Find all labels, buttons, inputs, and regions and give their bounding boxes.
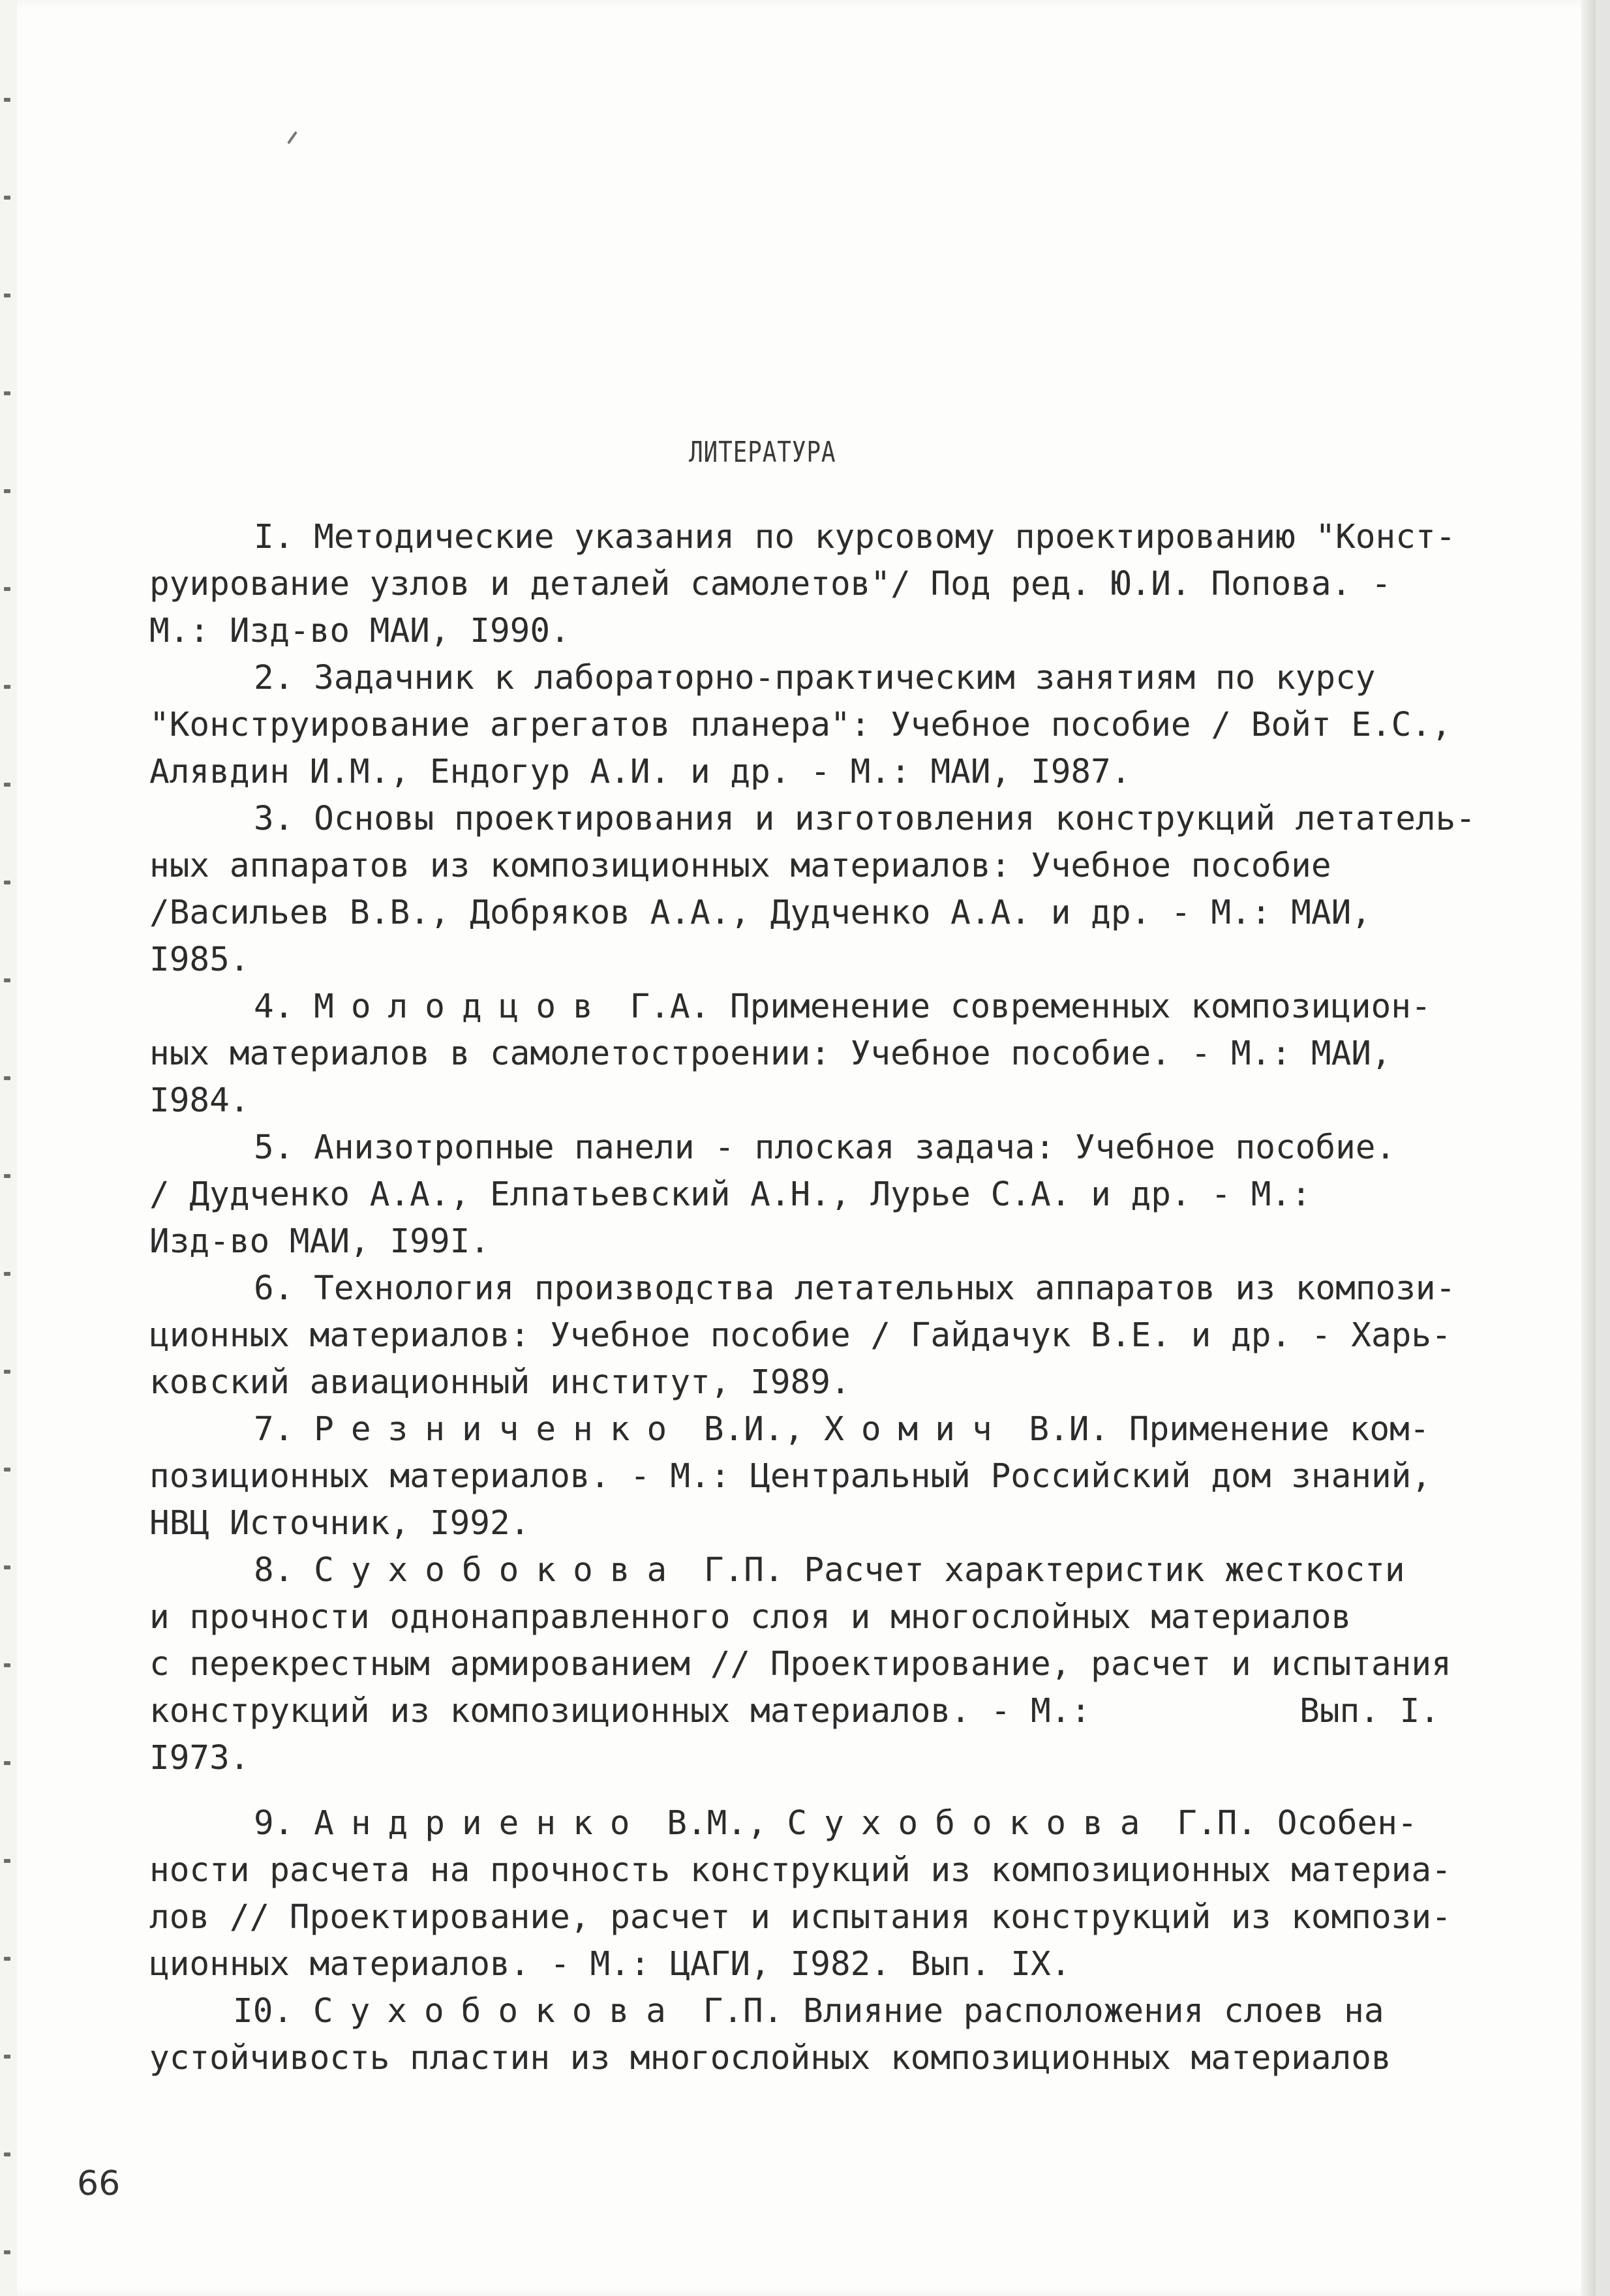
reference-text: Анизотропные панели - плоская задача: Учебное пособие. (314, 1128, 1396, 1167)
reference-text: Г.А. Применение современных композицион- (609, 988, 1431, 1026)
reference-number: 6. (254, 1269, 294, 1308)
reference-line: "Конструирование агрегатов планера": Учебное пособие / Войт Е.С., (149, 706, 1451, 744)
list-item (149, 1265, 1506, 1312)
reference-line: с перекрестным армированием // Проектирование, расчет и испытания (149, 1645, 1451, 1684)
reference-text: конструкций из композиционных материалов. - М.: (149, 1692, 1091, 1730)
reference-line: и прочности однонаправленного слоя и многослойных материалов (149, 1598, 1352, 1637)
list-item (149, 1800, 1506, 1847)
list-item (149, 1547, 1506, 1594)
reference-line: ционных материалов. - М.: ЦАГИ, I982. Вып. IX. (149, 1945, 1071, 1984)
reference-text: Методические указания по курсовому проектированию "Конст- (314, 518, 1456, 556)
reference-author: Резниченко (314, 1410, 684, 1449)
reference-line: Изд-во МАИ, I99I. (149, 1222, 490, 1261)
reference-number: 5. (254, 1128, 294, 1167)
reference-issue: Вып. I. (1299, 1692, 1440, 1730)
page-number: 66 (77, 2164, 121, 2203)
reference-author: Хомич (824, 1410, 1009, 1449)
reference-line: I973. (149, 1739, 250, 1777)
reference-line: руирование узлов и деталей самолетов"/ Под ред. Ю.И. Попова. - (149, 565, 1391, 603)
reference-number: 4. (254, 988, 294, 1026)
list-item (149, 984, 1506, 1031)
spiral-binding (0, 0, 18, 2296)
reference-list (149, 514, 1506, 2082)
reference-line: Алявдин И.М., Ендогур А.И. и др. - М.: МАИ, I987. (149, 753, 1131, 791)
reference-author: Молодцов (314, 988, 610, 1026)
reference-line: /Васильев В.В., Добряков А.А., Дудченко А.А. и др. - М.: МАИ, (149, 894, 1371, 932)
reference-text: Г.П. Расчет характеристик жесткости (684, 1551, 1405, 1590)
list-item (149, 1125, 1506, 1171)
reference-number: 7. (254, 1410, 294, 1449)
reference-text: В.И. Применение ком- (1009, 1410, 1430, 1449)
list-item (149, 1406, 1506, 1453)
reference-number: 9. (254, 1804, 294, 1843)
reference-author: Сухобокова (312, 1992, 683, 2031)
reference-number: 3. (254, 800, 294, 838)
reference-line: I984. (149, 1081, 250, 1120)
reference-text: В.М., (646, 1804, 787, 1843)
reference-text: Г.П. Влияние расположения слоев на (682, 1992, 1384, 2031)
reference-author: Андриенко (314, 1804, 647, 1843)
reference-line: ковский авиационный институт, I989. (149, 1363, 851, 1402)
reference-text: Задачник к лабораторно-практическим занятиям по курсу (314, 659, 1376, 697)
reference-line: НВЦ Источник, I992. (149, 1504, 530, 1543)
reference-line (149, 1688, 1506, 1735)
list-item (149, 514, 1506, 561)
page-title: ЛИТЕРАТУРА (689, 436, 836, 469)
reference-number: 8. (254, 1551, 294, 1590)
reference-line: лов // Проектирование, расчет и испытания конструкций из компози- (149, 1898, 1451, 1937)
reference-text: В.И., (684, 1410, 825, 1449)
reference-number: I. (254, 518, 294, 556)
reference-number: 2. (254, 659, 294, 697)
list-item (149, 796, 1506, 843)
scanned-page (17, 0, 1596, 2296)
reference-text: Основы проектирования и изготовления конструкций летатель- (314, 800, 1476, 838)
reference-line: I985. (149, 941, 250, 979)
reference-line: ности расчета на прочность конструкций из композиционных материа- (149, 1851, 1451, 1890)
reference-line: ных аппаратов из композиционных материалов: Учебное пособие (149, 847, 1331, 885)
pen-mark (287, 131, 297, 144)
reference-text: Технология производства летательных аппаратов из компози- (314, 1269, 1456, 1308)
reference-line: устойчивость пластин из многослойных композиционных материалов (149, 2039, 1391, 2077)
reference-line: М.: Изд-во МАИ, I990. (149, 612, 570, 650)
reference-text: Г.П. Особен- (1157, 1804, 1418, 1843)
list-item (149, 655, 1506, 702)
reference-line: позиционных материалов. - М.: Центральный Российский дом знаний, (149, 1457, 1432, 1496)
list-item (149, 1988, 1506, 2035)
reference-number: I0. (233, 1992, 294, 2031)
reference-line: ных материалов в самолетостроении: Учебное пособие. - М.: МАИ, (149, 1035, 1391, 1073)
reference-author: Сухобокова (787, 1804, 1157, 1843)
reference-author: Сухобокова (314, 1551, 684, 1590)
reference-line: ционных материалов: Учебное пособие / Гайдачук В.Е. и др. - Харь- (149, 1316, 1451, 1355)
page-edge-shadow (1581, 0, 1596, 2296)
reference-line: / Дудченко А.А., Елпатьевский А.Н., Лурье С.А. и др. - М.: (149, 1175, 1311, 1214)
